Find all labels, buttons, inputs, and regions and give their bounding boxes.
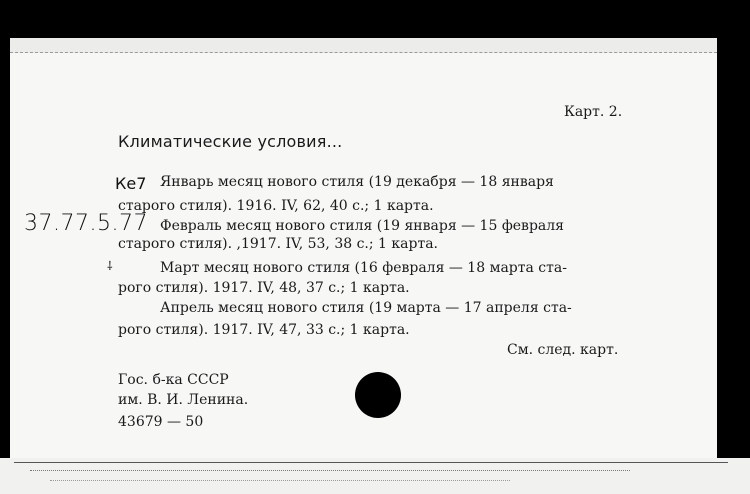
library-line-3: 43679 — 50 bbox=[118, 414, 204, 430]
entry-line-7: Апрель месяц нового стиля (19 марта — 17 апреля ста- bbox=[160, 300, 572, 316]
card-top-edge bbox=[10, 38, 717, 53]
entry-line-3: Февраль месяц нового стиля (19 января — 15 февраля bbox=[160, 218, 564, 234]
handwritten-tick: ⸸ bbox=[107, 259, 113, 273]
entry-line-2: старого стиля). 1916. IV, 62, 40 с.; 1 карта. bbox=[118, 198, 434, 214]
edge-rule bbox=[50, 480, 510, 481]
handwritten-mark: Ке7 bbox=[115, 174, 147, 193]
card-title: Климатические условия... bbox=[118, 132, 343, 151]
edge-rule bbox=[14, 462, 728, 463]
card-number: Карт. 2. bbox=[564, 104, 623, 120]
library-line-1: Гос. б-ка СССР bbox=[118, 372, 229, 388]
edge-rule bbox=[30, 470, 630, 471]
catalog-card bbox=[10, 38, 717, 458]
entry-line-8: рого стиля). 1917. IV, 47, 33 с.; 1 карта. bbox=[118, 322, 410, 338]
handwritten-classification: 37.77.5.77 bbox=[24, 211, 148, 236]
lower-card-edge bbox=[0, 458, 750, 494]
entry-line-5: Март месяц нового стиля (16 февраля — 18 марта ста- bbox=[160, 260, 567, 276]
entry-line-1: Январь месяц нового стиля (19 декабря — 18 января bbox=[160, 174, 554, 190]
entry-line-4: старого стиля). ,1917. IV, 53, 38 с.; 1 карта. bbox=[118, 236, 439, 252]
punch-hole bbox=[355, 372, 401, 418]
see-next-card: См. след. карт. bbox=[507, 342, 619, 358]
library-line-2: им. В. И. Ленина. bbox=[118, 392, 249, 408]
entry-line-6: рого стиля). 1917. IV, 48, 37 с.; 1 карта. bbox=[118, 280, 410, 296]
